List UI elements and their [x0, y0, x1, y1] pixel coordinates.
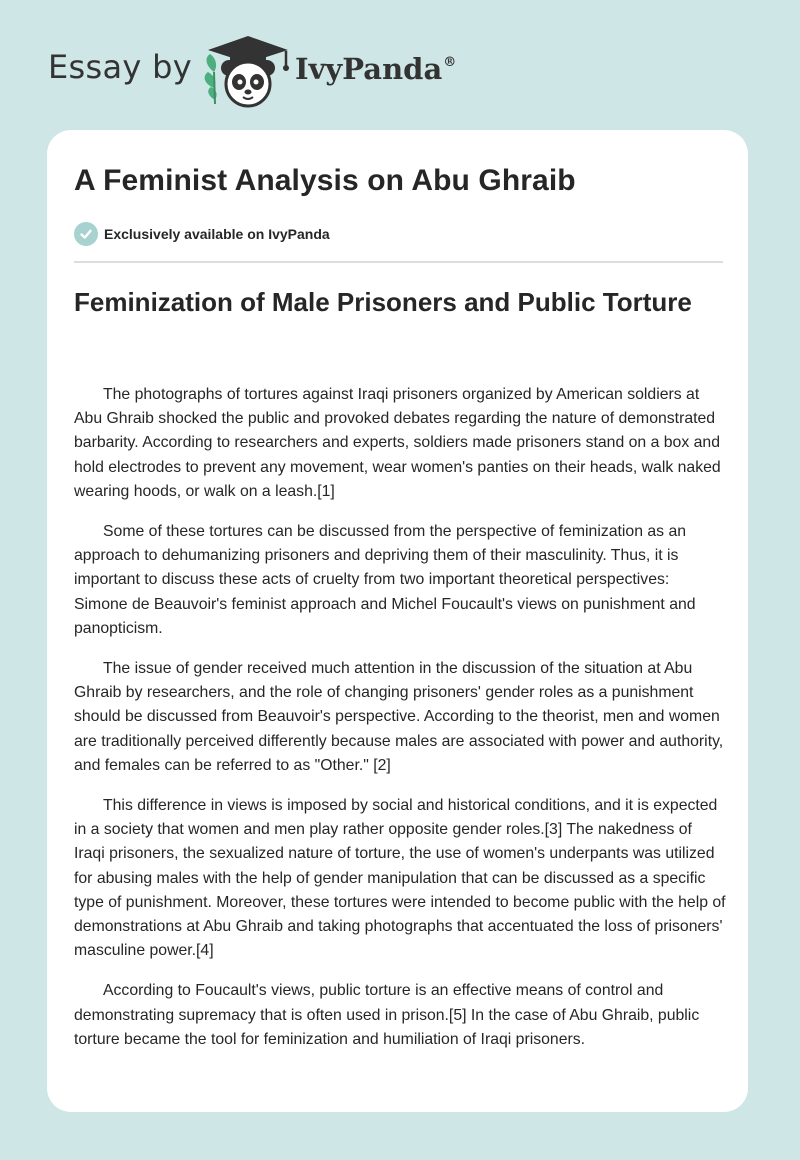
- paragraph: According to Foucault's views, public torture is an effective means of control and demonstrating supremacy that is often used in prison.[5] In the case of Abu Ghraib, public torture became the tool for feminization and humiliation of Iraqi prisoners.: [74, 982, 700, 1048]
- paragraph: This difference in views is imposed by social and historical conditions, and it is expected in a society that women and men play rather opposite gender roles.[3] The nakedness of Iraqi prisoners, the sexualized nature of torture, the use of women's underpants was utilized for abusing males with the help of gender manipulation that can be discussed as a specific type of punishment. Moreover, these tortures were intended to become public with the help of demonstrations at Abu Ghraib and taking photographs that accentuated the loss of prisoners' masculine power.[4]: [74, 797, 726, 960]
- ivypanda-logo-icon[interactable]: [200, 32, 296, 110]
- essay-body: [74, 383, 726, 1068]
- page-title: A Feminist Analysis on Abu Ghraib: [74, 164, 576, 197]
- brand-name[interactable]: IvyPanda®: [295, 52, 457, 86]
- paragraph: The photographs of tortures against Iraqi prisoners organized by American soldiers at Abu Ghraib shocked the public and provoked debates regarding the nature of demonstrated barbarity. According to researchers and experts, soldiers made prisoners stand on a box and hold electrodes to prevent any movement, wear women's panties on their heads, walk naked wearing hoods, or walk on a leash.[1]: [74, 386, 721, 500]
- paragraph: The issue of gender received much attention in the discussion of the situation at Abu Ghraib by researchers, and the role of changing prisoners' gender roles as a punishment should be discussed from Beauvoir's perspective. According to the theorist, men and women are traditionally perceived differently because males are associated with power and authority, and females can be referred to as "Other." [2]: [74, 660, 724, 774]
- site-header: [48, 30, 508, 110]
- divider: [74, 261, 723, 263]
- exclusive-badge: [74, 222, 330, 246]
- check-circle-icon: [74, 222, 98, 246]
- paragraph: Some of these tortures can be discussed from the perspective of feminization as an approach to dehumanizing prisoners and depriving them of their masculinity. Thus, it is important to discuss these acts of cruelty from two important theoretical perspectives: Simone de Beauvoir's feminist approach and Michel Foucault's views on punishment and panopticism.: [74, 523, 696, 637]
- brand-prefix: Essay by: [48, 48, 192, 86]
- section-heading: Feminization of Male Prisoners and Public Torture: [74, 287, 692, 317]
- registered-mark: ®: [443, 55, 457, 71]
- exclusive-label: Exclusively available on IvyPanda: [104, 226, 330, 242]
- essay-card: [47, 130, 748, 1112]
